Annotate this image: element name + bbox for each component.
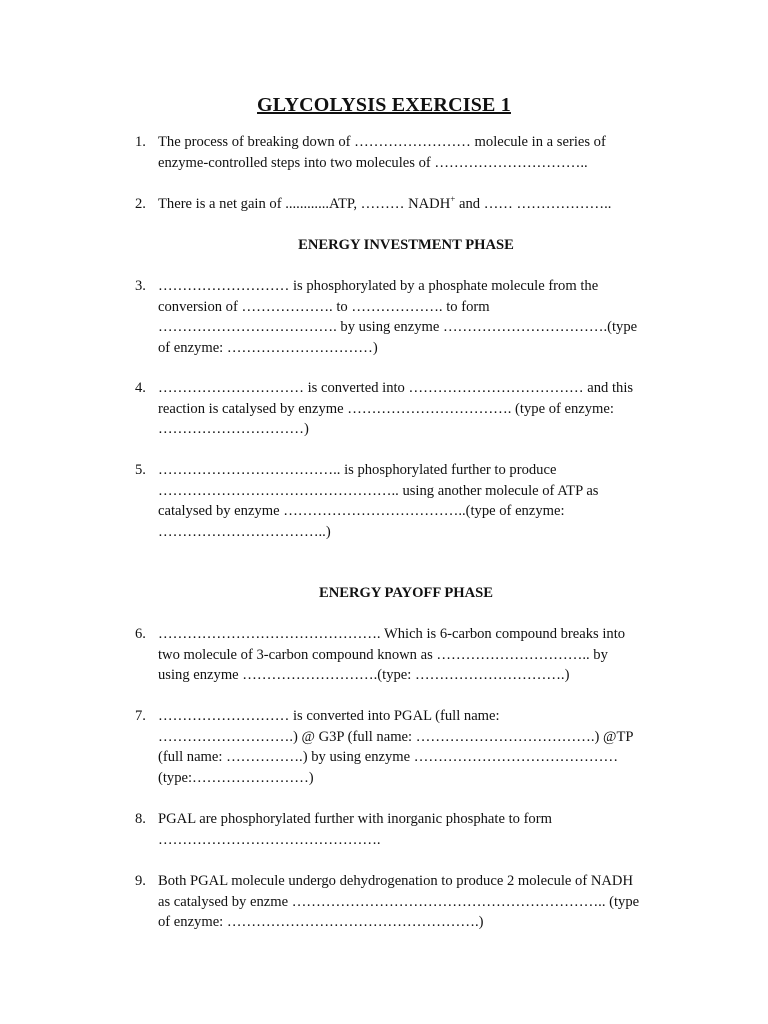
question-line: ……………………………….. is phosphorylated further to produce [158,462,557,478]
question-number: 1. [135,134,146,150]
superscript-plus: + [450,194,456,204]
question-line: conversion of ………………. to ………………. to form [158,298,490,315]
question-text [158,378,663,440]
question-line: two molecule of 3-carbon compound known as ………………………….. by [158,646,608,663]
question-text [158,194,663,215]
question-line: of enzyme: …………………………………………….) [158,914,484,931]
question-number: 8. [135,811,146,827]
question-text [158,276,663,359]
question-line: (type:……………………) [158,770,314,787]
question-line-part: There is a net gain of ............ATP, ……… NADH [158,196,451,212]
question-text [158,132,663,173]
question-line: reaction is catalysed by enzyme ……………………………. (type of enzyme: [158,400,614,417]
question-text [158,706,663,789]
question-line: ……………………… is phosphorylated by a phosphate molecule from the [158,278,599,294]
question-number: 3. [135,278,146,294]
question-number: 9. [135,873,146,889]
question-line: The process of breaking down of …………………… molecule in a series of [158,134,606,150]
question-text [158,871,663,933]
question-line: ……………………… is converted into PGAL (full name: [158,708,500,724]
section-heading-energy-payoff: ENERGY PAYOFF PHASE [318,585,494,601]
question-line: Both PGAL molecule undergo dehydrogenation to produce 2 molecule of NADH [158,873,634,889]
question-line-part: and …… ……………….. [455,196,612,212]
question-line: ………………………………………. [158,831,381,848]
question-number: 7. [135,708,146,724]
question-line: ………………………………………….. using another molecule of ATP as [158,482,599,499]
question-line: PGAL are phosphorylated further with inorganic phosphate to form [158,811,552,827]
question-line: catalysed by enzyme ………………………………..(type of enzyme: [158,503,565,520]
question-text [158,460,663,543]
question-line: (full name: …………….) by using enzyme …………………………………… [158,749,619,766]
question-line: using enzyme ……………………….(type: ………………………….) [158,667,570,684]
question-line: of enzyme: …………………………) [158,340,378,357]
page-title: GLYCOLYSIS EXERCISE 1 [257,94,511,116]
question-line [158,194,663,215]
question-text [158,624,663,686]
question-line: …………………………) [158,421,309,438]
question-line: ………………………… is converted into ……………………………… and this [158,380,634,396]
question-line: ………………………………………. Which is 6-carbon compound breaks into [158,626,626,642]
question-text [158,809,663,850]
question-line: ……………………………..) [158,524,331,541]
question-line: as catalysed by enzme ……………………………………………………….. (type [158,893,640,910]
question-line: ………………………………. by using enzyme …………………………….(type [158,319,638,336]
question-number: 4. [135,380,146,396]
question-line: ……………………….) @ G3P (full name: ……………………………….) @TP [158,728,634,745]
section-heading-energy-investment: ENERGY INVESTMENT PHASE [298,237,514,253]
question-number: 5. [135,462,146,478]
question-line: enzyme-controlled steps into two molecules of ………………………….. [158,154,588,171]
question-number: 2. [135,196,146,212]
question-number: 6. [135,626,146,642]
